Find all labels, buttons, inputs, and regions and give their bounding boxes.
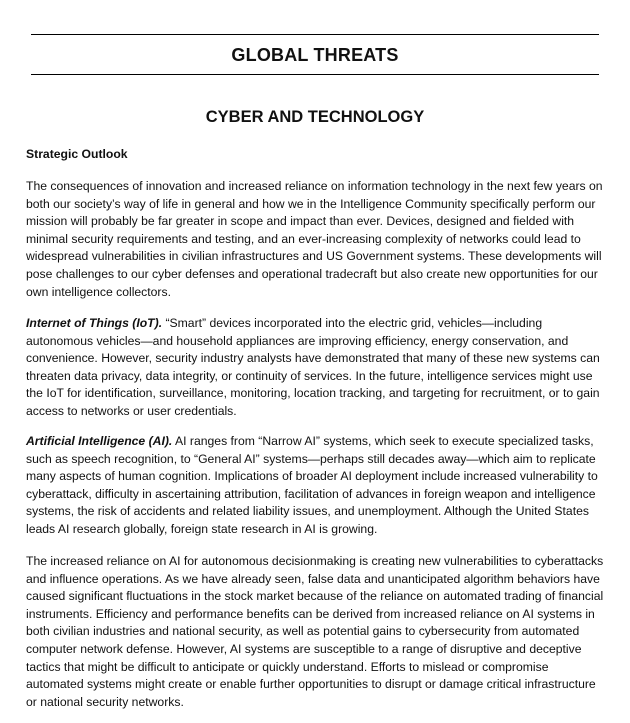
paragraph-ai-vulnerabilities xyxy=(26,553,606,711)
paragraph-text: AI ranges from “Narrow AI” systems, which seek to execute specialized tasks, such as speech recognition, to “General AI” systems—perhaps still decades away—which aim to replicate many aspects of human cognition. Implications of broader AI deployment include increased vulnerability to cyberattack, difficulty in ascertaining attribution, facilitation of advances in foreign weapon and intelligence systems, the risk of accidents and related liability issues, and unemployment. Although the United States leads AI research globally, foreign state research in AI is growing. xyxy=(26,434,598,536)
paragraph-lead-ai: Artificial Intelligence (AI). xyxy=(26,434,173,448)
header-rule-top xyxy=(31,34,599,35)
paragraph-text: The consequences of innovation and increased reliance on information technology in the next few years on both our society’s way of life in general and how we in the Intelligence Community specifically perform our mission will probably be far greater in scope and impact than ever. Devices, designed and fielded with minimal security requirements and testing, and an ever-increasing complexity of networks could lead to widespread vulnerabilities in civilian infrastructures and US Government systems. These developments will pose challenges to our cyber defenses and operational tradecraft but also create new opportunities for our own intelligence collectors. xyxy=(26,179,603,299)
subsection-title: CYBER AND TECHNOLOGY xyxy=(205,108,425,126)
paragraph-lead-iot: Internet of Things (IoT). xyxy=(26,316,163,330)
paragraph-text: The increased reliance on AI for autonomous decisionmaking is creating new vulnerabilities to cyberattacks and influence operations. As we have already seen, false data and unanticipated algorithm behaviors have caused significant fluctuations in the stock market because of the reliance on automated trading of financial instruments. Efficiency and performance benefits can be derived from increased reliance on AI systems in both civilian industries and national security, as well as potential gains to cybersecurity from automated computer network defense. However, AI systems are susceptible to a range of disruptive and deceptive tactics that might be difficult to anticipate or quickly understand. Efforts to mislead or compromise automated systems might create or enable further opportunities to disrupt or damage critical infrastructure or national security networks. xyxy=(26,554,604,709)
strategic-outlook-heading: Strategic Outlook xyxy=(26,147,128,161)
paragraph-text: “Smart” devices incorporated into the electric grid, vehicles—including autonomous vehicles—and household appliances are improving efficiency, energy conservation, and convenience. However, security industry analysts have demonstrated that many of these new systems can threaten data privacy, data integrity, or continuity of services. In the future, intelligence services might use the IoT for identification, surveillance, monitoring, location tracking, and targeting for recruitment, or to gain access to networks or user credentials. xyxy=(26,316,600,418)
header-rule-bottom xyxy=(31,74,599,75)
paragraph-intro xyxy=(26,178,606,301)
paragraph-iot xyxy=(26,315,606,421)
section-title: GLOBAL THREATS xyxy=(231,45,399,65)
paragraph-ai xyxy=(26,433,606,539)
